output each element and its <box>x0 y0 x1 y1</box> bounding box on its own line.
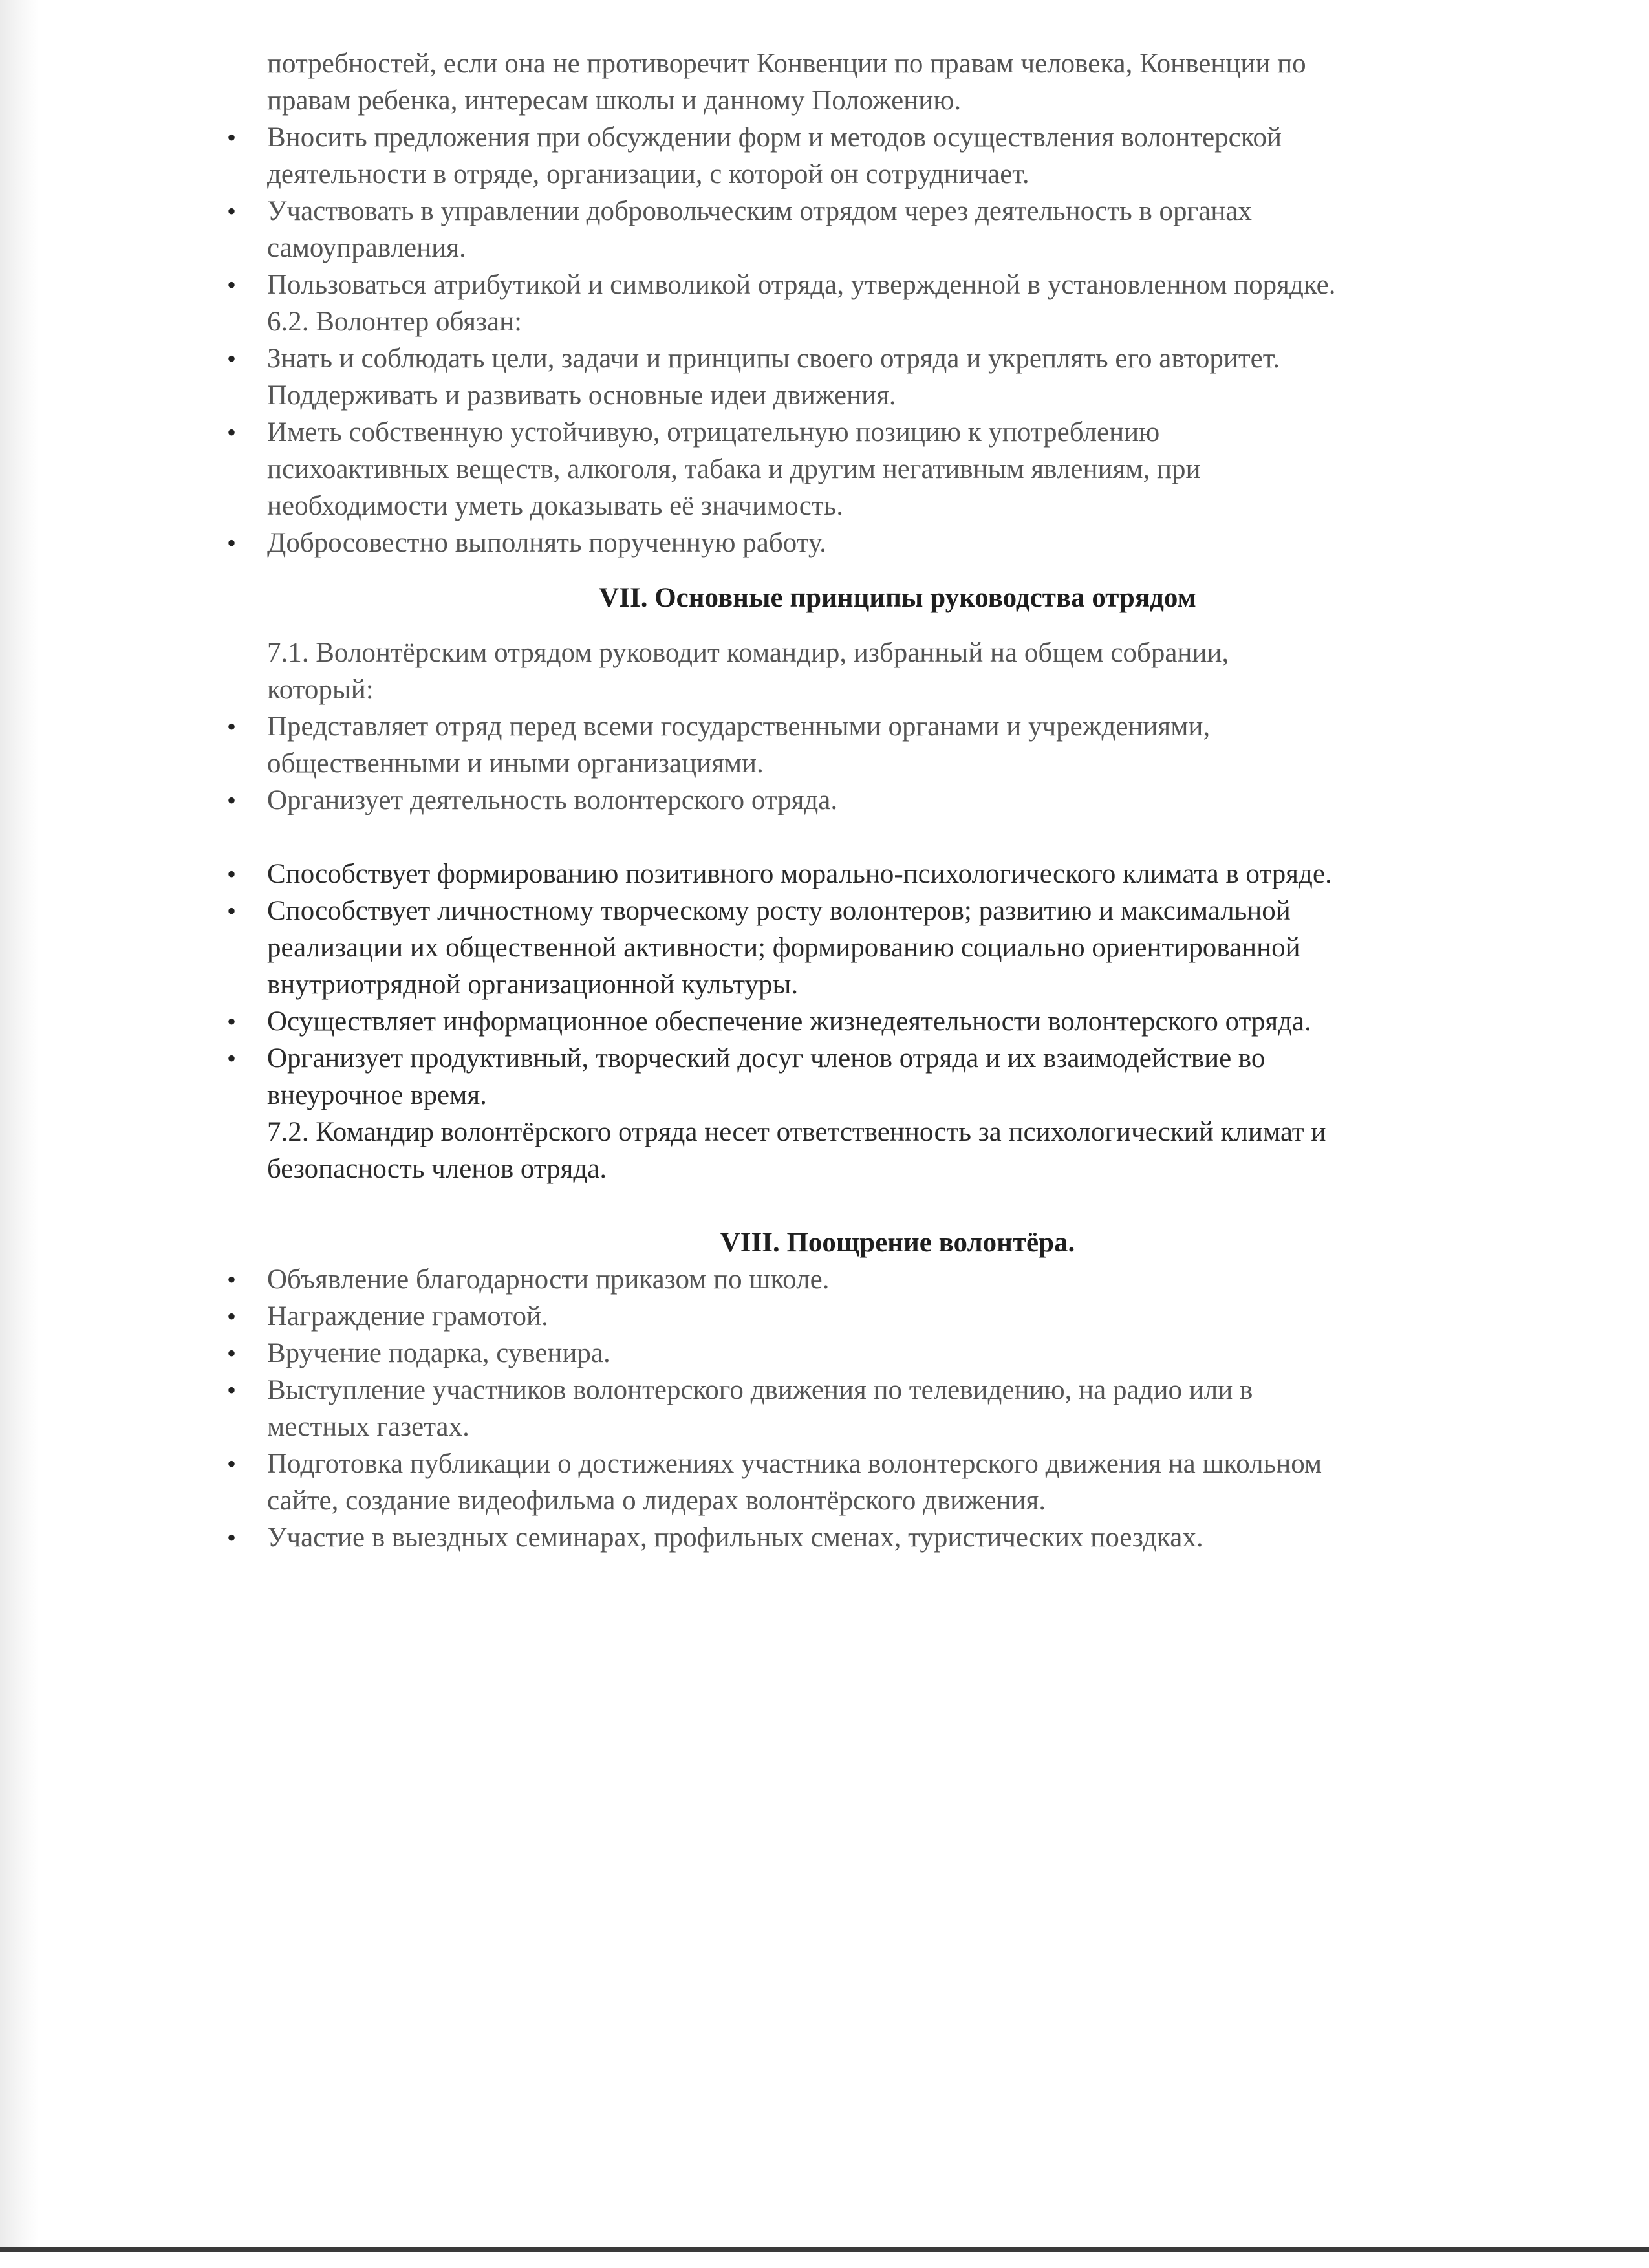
list-item-line: Участие в выездных семинарах, профильных сменах, туристических поездках. <box>267 1522 1203 1553</box>
list-item-line: Вручение подарка, сувенира. <box>267 1338 610 1368</box>
section-8-heading: VIII. Поощрение волонтёра. <box>720 1227 1075 1258</box>
list-item <box>226 1445 1528 1519</box>
paragraph-7-2-line-2: безопасность членов отряда. <box>267 1154 607 1184</box>
list-item-line: Выступление участников волонтерского движения по телевидению, на радио или в <box>267 1375 1253 1405</box>
list-item-line: Добросовестно выполнять порученную работу. <box>267 528 826 558</box>
bullet-icon: • <box>226 712 236 741</box>
scan-bottom-edge <box>0 2247 1649 2252</box>
list-item <box>226 1335 1528 1372</box>
list-item-line: внутриотрядной организационной культуры. <box>267 969 799 1000</box>
list-item-line: реализации их общественной активности; формированию социально ориентированной <box>267 933 1300 963</box>
list-item <box>226 708 1528 782</box>
spacer <box>267 819 1528 856</box>
list-item-line: Знать и соблюдать цели, задачи и принципы своего отряда и укреплять его авторитет. <box>267 343 1280 374</box>
list-item <box>226 119 1528 193</box>
list-item <box>226 1003 1528 1040</box>
list-item-line: внеурочное время. <box>267 1080 487 1110</box>
commander-duties-list-b <box>226 856 1528 1114</box>
bullet-icon: • <box>226 1302 236 1331</box>
section-7-heading: VII. Основные принципы руководства отрядом <box>599 583 1196 613</box>
list-item-line: общественными и иными организациями. <box>267 748 764 779</box>
bullet-icon: • <box>226 1007 236 1036</box>
rewards-list <box>226 1261 1528 1556</box>
bullet-icon: • <box>226 1523 236 1552</box>
bullet-icon: • <box>226 786 236 815</box>
bullet-icon: • <box>226 1339 236 1368</box>
list-item-line: самоуправления. <box>267 233 466 263</box>
list-item-line: Вносить предложения при обсуждении форм и методов осуществления волонтерской <box>267 122 1282 153</box>
list-item-line: Объявление благодарности приказом по школе. <box>267 1264 830 1295</box>
bullet-icon: • <box>226 197 236 226</box>
intro-line-2: правам ребенка, интересам школы и данному Положению. <box>267 85 962 116</box>
bullet-icon: • <box>226 1044 236 1073</box>
duties-list <box>226 340 1528 561</box>
list-item <box>226 1298 1528 1335</box>
list-item-line: Представляет отряд перед всеми государственными органами и учреждениями, <box>267 711 1211 742</box>
bullet-icon: • <box>226 418 236 447</box>
bullet-icon: • <box>226 344 236 373</box>
list-item <box>226 193 1528 266</box>
bullet-icon: • <box>226 896 236 925</box>
paragraph-7-1-line-1: 7.1. Волонтёрским отрядом руководит командир, избранный на общем собрании, <box>267 638 1229 668</box>
list-item-line: местных газетах. <box>267 1412 469 1442</box>
rights-list <box>226 119 1528 303</box>
scan-bottom-margin <box>0 2252 1649 2268</box>
list-item-line: необходимости уметь доказывать её значимость. <box>267 491 844 521</box>
list-item-line: Способствует личностному творческому росту волонтеров; развитию и максимальной <box>267 896 1291 926</box>
bullet-icon: • <box>226 1449 236 1478</box>
paragraph-7-1-line-2: который: <box>267 675 374 705</box>
list-item <box>226 414 1528 524</box>
bullet-icon: • <box>226 270 236 299</box>
list-item <box>226 892 1528 1003</box>
list-item <box>226 524 1528 561</box>
list-item <box>226 1372 1528 1445</box>
list-item <box>226 1040 1528 1114</box>
bullet-icon: • <box>226 1376 236 1405</box>
list-item-line: Поддерживать и развивать основные идеи движения. <box>267 380 896 411</box>
list-item-line: Способствует формированию позитивного морально-психологического климата в отряде. <box>267 859 1332 889</box>
list-item-line: Осуществляет информационное обеспечение жизнедеятельности волонтерского отряда. <box>267 1006 1311 1037</box>
list-item-line: Награждение грамотой. <box>267 1301 548 1332</box>
bullet-icon: • <box>226 859 236 889</box>
list-item-line: сайте, создание видеофильма о лидерах волонтёрского движения. <box>267 1485 1046 1516</box>
list-item-line: Подготовка публикации о достижениях участника волонтерского движения на школьном <box>267 1449 1322 1479</box>
document-page <box>226 45 1528 1556</box>
spacer <box>267 1187 1528 1224</box>
list-item <box>226 266 1528 303</box>
list-item <box>226 1519 1528 1556</box>
list-item-line: психоактивных веществ, алкоголя, табака и другим негативным явлениям, при <box>267 454 1201 484</box>
list-item <box>226 782 1528 819</box>
paragraph-7-2-line-1: 7.2. Командир волонтёрского отряда несет ответственность за психологический климат и <box>267 1117 1326 1147</box>
bullet-icon: • <box>226 123 236 152</box>
bullet-icon: • <box>226 528 236 557</box>
list-item <box>226 1261 1528 1298</box>
commander-duties-list-a <box>226 708 1528 819</box>
list-item <box>226 856 1528 892</box>
list-item <box>226 340 1528 414</box>
list-item-line: Организует деятельность волонтерского отряда. <box>267 785 838 815</box>
bullet-icon: • <box>226 1265 236 1294</box>
spacer <box>267 616 1528 634</box>
intro-line-1: потребностей, если она не противоречит Конвенции по правам человека, Конвенции по <box>267 49 1306 79</box>
duties-title: 6.2. Волонтер обязан: <box>267 307 523 337</box>
list-item-line: деятельности в отряде, организации, с которой он сотрудничает. <box>267 159 1029 189</box>
list-item-line: Пользоваться атрибутикой и символикой отряда, утвержденной в установленном порядке. <box>267 270 1336 300</box>
list-item-line: Организует продуктивный, творческий досуг членов отряда и их взаимодействие во <box>267 1043 1266 1074</box>
list-item-line: Иметь собственную устойчивую, отрицательную позицию к употреблению <box>267 417 1160 448</box>
scan-left-edge-shadow <box>0 0 39 2268</box>
list-item-line: Участвовать в управлении добровольческим отрядом через деятельность в органах <box>267 196 1252 226</box>
spacer <box>267 561 1528 579</box>
